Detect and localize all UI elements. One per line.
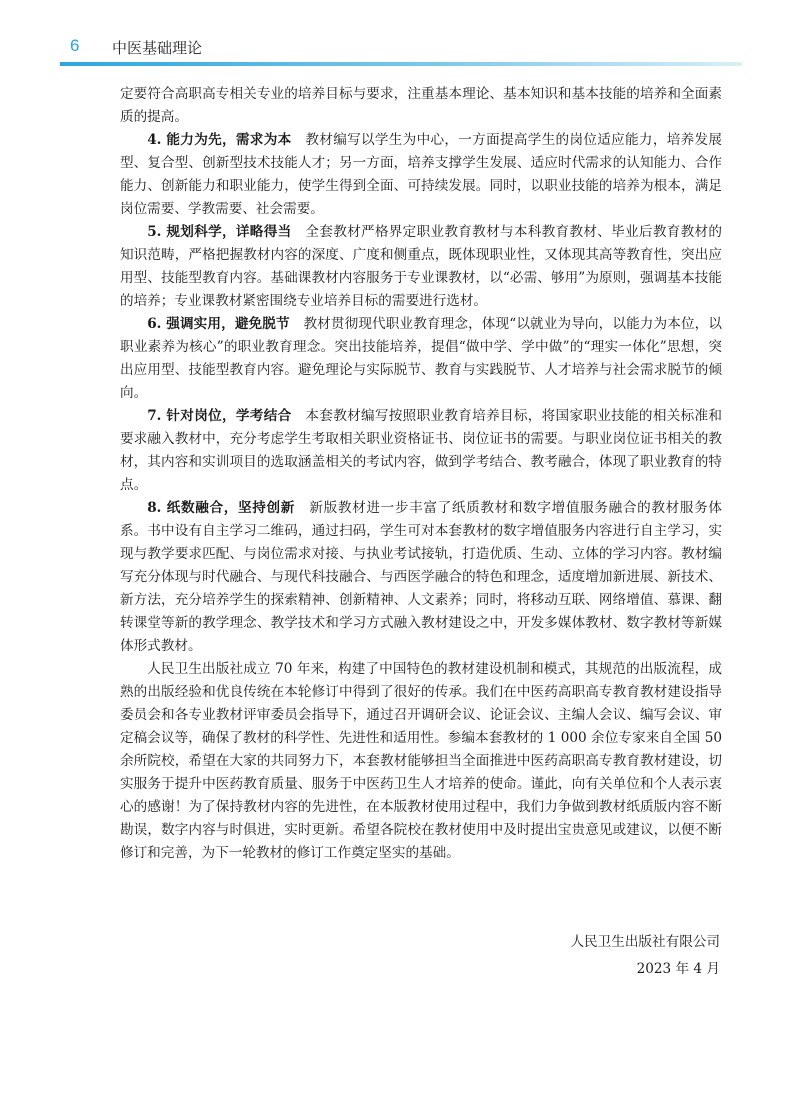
page-header [60,36,740,62]
item-text-5: 全套教材严格界定职业教育教材与本科教育教材、毕业后教育教材的知识范畴，严格把握教材内容的深度、广度和侧重点，既体现职业性，又体现其高等教育性，突出应用型、技能型教育内容。基础课教材内容服务于专业课教材，以“必需、够用”为原则，强调基本技能的培养；专业课教材紧密围绕专业培养目标的需要进行选材。 [120,224,723,309]
item-paragraph-7 [120,405,722,497]
item-heading-6: 6. 强调实用，避免脱节 [147,316,290,332]
page-number: 6 [70,36,80,55]
item-text-4: 教材编写以学生为中心，一方面提高学生的岗位适应能力，培养发展型、复合型、创新型技术技能人才；另一方面，培养支撑学生发展、适应时代需求的认知能力、合作能力、创新能力和职业能力，使学生得到全面、可持续发展。同时，以职业技能的培养为根本，满足岗位需要、学教需要、社会需要。 [120,132,723,217]
header-divider [60,62,742,66]
item-paragraph-8 [120,497,722,658]
body-text [120,83,722,865]
signature-date: 2023 年 4 月 [636,961,720,977]
item-text-8: 新版教材进一步丰富了纸质教材和数字增值服务融合的教材服务体系。书中设有自主学习二维码，通过扫码，学生可对本套教材的数字增值服务内容进行自主学习，实现与教学要求匹配、与岗位需求对接、与执业考试接轨，打造优质、生动、立体的学习内容。教材编写充分体现与时代融合、与现代科技融合、与西医学融合的特色和理念，适度增加新进展、新技术、新方法，充分培养学生的探索精神、创新精神、人文素养；同时，将移动互联、网络增值、慕课、翻转课堂等新的教学理念、教学技术和学习方式融入教材建设之中，开发多媒体教材、数字教材等新媒体形式教材。 [120,500,723,654]
item-heading-7: 7. 针对岗位，学考结合 [147,408,292,424]
item-text-6: 教材贯彻现代职业教育理念，体现“以就业为导向，以能力为本位，以职业素养为核心”的职业教育理念。突出技能培养，提倡“做中学、学中做”的“理实一体化”思想，突出应用型、技能型教育内容。避免理论与实际脱节、教育与实践脱节、人才培养与社会需求脱节的倾向。 [120,316,722,401]
item-heading-4: 4. 能力为先，需求为本 [147,132,292,148]
item-paragraph-4 [120,129,722,221]
running-title: 中医基础理论 [112,39,203,57]
item-paragraph-6 [120,313,722,405]
intro-paragraph: 定要符合高职高专相关专业的培养目标与要求，注重基本理论、基本知识和基本技能的培养和全面素质的提高。 [120,86,722,125]
item-paragraph-5 [120,221,722,313]
item-heading-5: 5. 规划科学，详略得当 [147,224,292,240]
publisher-signature: 人民卫生出版社有限公司 [570,934,720,950]
item-text-7: 本套教材编写按照职业教育培养目标，将国家职业技能的相关标准和要求融入教材中，充分考虑学生考取相关职业资格证书、岗位证书的需要。与职业岗位证书相关的教材，其内容和实训项目的选取涵盖相关的考试内容，做到学考结合、教考融合，体现了职业教育的特点。 [120,408,723,493]
item-heading-8: 8. 纸数融合，坚持创新 [147,500,296,516]
closing-paragraph: 人民卫生出版社成立 70 年来，构建了中国特色的教材建设机制和模式，其规范的出版流程，成熟的出版经验和优良传统在本轮修订中得到了很好的传承。我们在中医药高职高专教育教材建设指导委员会和各专业教材评审委员会指导下，通过召开调研会议、论证会议、主编人会议、编写会议、审定稿会议等，确保了教材的科学性、先进性和适用性。参编本套教材的 1 000 余位专家来自全国 50 余所院校，希望在大家的共同努力下，本套教材能够担当全面推进中医药高职高专教育教材建设，切实服务于提升中医药教育质量、服务于中医药卫生人才培养的使命。谨此，向有关单位和个人表示衷心的感谢！为了保持教材内容的先进性，在本版教材使用过程中，我们力争做到教材纸质版内容不断勘误，数字内容与时俱进，实时更新。希望各院校在教材使用中及时提出宝贵意见或建议，以便不断修订和完善，为下一轮教材的修订工作奠定坚实的基础。 [120,661,722,861]
